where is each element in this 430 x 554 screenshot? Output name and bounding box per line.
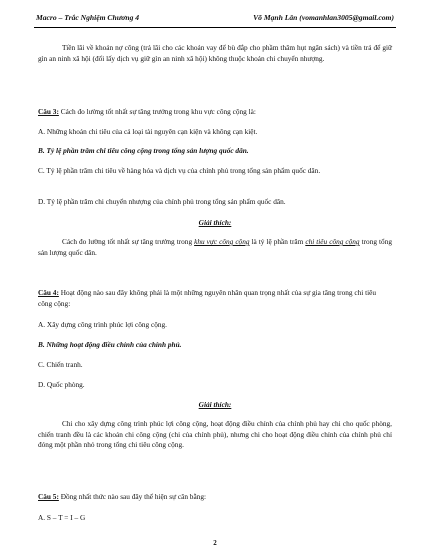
question-label: Câu 3: [38, 107, 59, 116]
emphasis-term: khu vực công cộng [194, 237, 250, 246]
emphasis-term: chi tiêu công cộng [305, 237, 360, 246]
q4-explanation-title: Giải thích: [198, 400, 232, 409]
q3-explanation-title: Giải thích: [198, 218, 232, 227]
question-label: Câu 5: [38, 492, 59, 501]
q3-option-b-correct: B. Tỷ lệ phần trăm chi tiêu công cộng trong tổng sản lượng quốc dân. [38, 146, 249, 155]
explanation-text: trong tổng sản lượng quốc dân. [38, 237, 392, 257]
header-author: Võ Mạnh Lân (vomanhlan3005@gmail.com) [253, 13, 394, 22]
page-number: 2 [213, 539, 217, 547]
q4-explanation: Chi cho xây dựng công trình phúc lợi công cộng, hoạt động điều chỉnh của chính phủ hay chi cho quốc phòng, chiến tranh đều là các khoản chi công cộng (chi của chính phủ), nhưng chi cho hoạt động điều chỉnh của chính phủ chỉ đóng một phần nhỏ trong tổng chi tiêu công cộng. [38, 419, 392, 450]
question-text: Hoạt động nào sau đây không phải là một những nguyên nhân quan trọng nhất của sự gia tăng trong chi tiêu công cộng: [38, 288, 377, 308]
question-text: Đồng nhất thức nào sau đây thể hiện sự cân bằng: [58, 492, 207, 501]
question-5 [38, 492, 392, 503]
q3-option-a: A. Những khoản chi tiêu của cả loại tài nguyên cạn kiện và không cạn kiệt. [38, 127, 258, 136]
explanation-text: là tỷ lệ phần trăm [249, 237, 306, 246]
q3-explanation [38, 237, 392, 258]
question-label: Câu 4: [38, 288, 59, 297]
header-title: Macro – Trắc Nghiệm Chương 4 [36, 13, 140, 22]
q5-option-a: A. S – T = I – G [38, 513, 86, 522]
q4-option-d: D. Quốc phòng. [38, 380, 85, 389]
question-4 [38, 288, 392, 309]
q4-option-a: A. Xây dựng công trình phúc lợi công cộng. [38, 320, 167, 329]
explanation-text: Cách đo lường tốt nhất sự tăng trưởng trong [62, 237, 195, 246]
page-header [34, 13, 396, 28]
intro-paragraph: Tiền lãi về khoản nợ công (trả lãi cho các khoản vay để bù đắp cho phầm thâm hụt ngân sách) và tiền trả để giữ gìn an ninh xã hội (đối lấy dịch vụ giữ gìn an ninh xã hội) không thuộc khoản chi chuyển nhượng. [38, 43, 392, 63]
question-3 [38, 107, 392, 118]
q3-option-c: C. Tỷ lệ phần trăm chi tiêu về hàng hóa và dịch vụ của chính phủ trong tổng sản phẩm quốc dân. [38, 166, 321, 175]
q3-option-d: D. Tỷ lệ phần trăm chi chuyển nhượng của chính phủ trong tổng sản phẩm quốc dân. [38, 197, 286, 206]
question-text: Cách đo lường tốt nhất sự tăng trưởng trong khu vực công cộng là: [58, 107, 256, 116]
q4-option-c: C. Chiến tranh. [38, 360, 83, 369]
q4-option-b-correct: B. Những hoạt động điều chỉnh của chính phủ. [38, 340, 182, 349]
